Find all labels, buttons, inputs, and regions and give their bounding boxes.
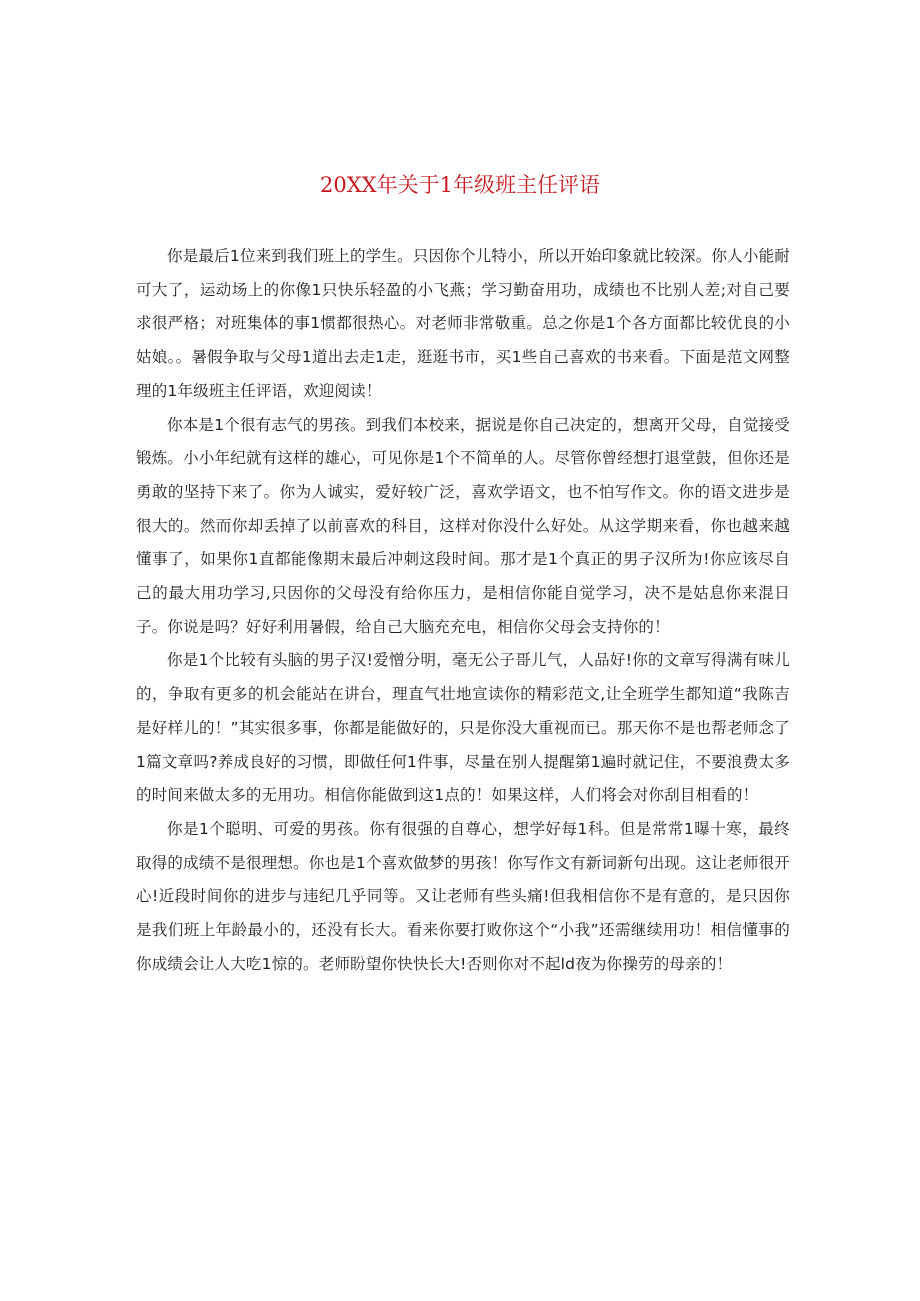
paragraph-4: 你是1个聪明、可爱的男孩。你有很强的自尊心，想学好每1科。但是常常1曝十寒，最终取得的成绩不是很理想。你也是1个喜欢做梦的男孩！你写作文有新词新句出现。这让老师很开心!近段时间你的进步与违纪几乎同等。又让老师有些头痛!但我相信你不是有意的，是只因你是我们班上年龄最小的，还没有长大。看来你要打败你这个“小我”还需继续用功！相信懂事的你成绩会让人大吃1惊的。老师盼望你快快长大!否则你对不起ld夜为你操劳的母亲的！ [136, 819, 790, 973]
document-title: 20XX年关于1年级班主任评语 [320, 173, 600, 197]
paragraph-1: 你是最后1位来到我们班上的学生。只因你个儿特小，所以开始印象就比较深。你人小能耐可大了，运动场上的你像1只快乐轻盈的小飞燕；学习勤奋用功，成绩也不比别人差;对自己要求很严格；对班集体的事1惯都很热心。对老师非常敬重。总之你是1个各方面都比较优良的小姑娘。。暑假争取与父母1道出去走1走，逛逛书市，买1些自己喜欢的书来看。下面是范文网整理的1年级班主任评语，欢迎阅读！ [136, 247, 790, 400]
document-body [136, 240, 790, 981]
paragraph-2: 你本是1个很有志气的男孩。到我们本校来，据说是你自己决定的，想离开父母，自觉接受锻炼。小小年纪就有这样的雄心，可见你是1个不简单的人。尽管你曾经想打退堂鼓，但你还是勇敢的坚持下来了。你为人诚实，爱好较广泛，喜欢学语文，也不怕写作文。你的语文进步是很大的。然而你却丢掉了以前喜欢的科目，这样对你没什么好处。从这学期来看，你也越来越懂事了，如果你1直都能像期末最后冲刺这段时间。那才是1个真正的男子汉所为!你应该尽自己的最大用功学习,只因你的父母没有给你压力，是相信你能自觉学习，决不是姑息你来混日子。你说是吗？好好利用暑假，给自己大脑充充电，相信你父母会支持你的！ [136, 415, 790, 636]
paragraph-3: 你是1个比较有头脑的男子汉!爱憎分明，毫无公子哥儿气，人品好!你的文章写得满有味儿的，争取有更多的机会能站在讲台，理直气壮地宣读你的精彩范文,让全班学生都知道“我陈吉是好样儿的！”其实很多事，你都是能做好的，只是你没大重视而已。那天你不是也帮老师念了1篇文章吗?养成良好的习惯，即做任何1件事，尽量在别人提醒第1遍时就记住，不要浪费太多的时间来做太多的无用功。相信你能做到这1点的！如果这样，人们将会对你刮目相看的！ [136, 651, 790, 805]
